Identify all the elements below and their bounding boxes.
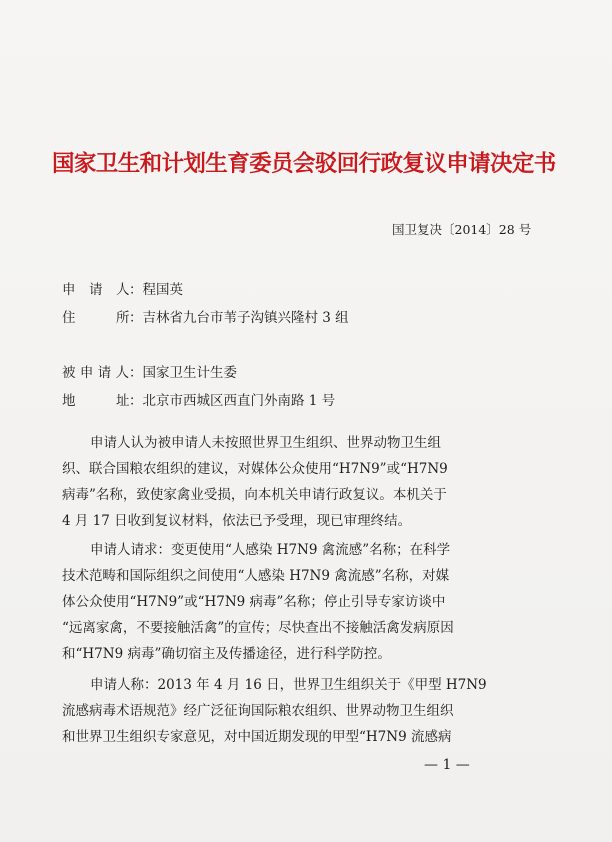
paragraph-line: 4 月 17 日收到复议材料，依法已予受理，现已审理终结。 [62, 513, 412, 529]
paragraph-line: 和“H7N9 病毒”确切宿主及传播途径，进行科学防控。 [62, 646, 391, 662]
paragraph-line: 体公众使用“H7N9”或“H7N9 病毒”名称；停止引导专家访谈中 [62, 594, 446, 610]
paragraph-claim [62, 430, 552, 534]
paragraph-line: 织、联合国粮农组织的建议，对媒体公众使用“H7N9”或“H7N9 [62, 461, 448, 477]
paragraph-statement [62, 672, 552, 750]
field-label: 被 申 请 人 [62, 365, 129, 381]
paragraph-line: 申请人称：2013 年 4 月 16 日，世界卫生组织关于《甲型 H7N9 [90, 677, 487, 693]
respondent-address-field [62, 389, 335, 409]
paragraph-line: 技术范畴和国际组织之间使用“人感染 H7N9 禽流感”名称，对媒 [62, 568, 450, 584]
field-value: ：北京市西城区西直门外南路 1 号 [129, 393, 336, 409]
paragraph-line: 和世界卫生组织专家意见，对中国近期发现的甲型“H7N9 流感病 [62, 729, 452, 745]
address-field [62, 306, 349, 326]
page-number: — 1 — [424, 757, 470, 773]
document-title: 国家卫生和计划生育委员会驳回行政复议申请决定书 [52, 151, 556, 177]
field-label: 住 所 [62, 310, 130, 326]
field-value: ：程国英 [129, 282, 183, 298]
paragraph-line: 流感病毒术语规范》经广泛征询国际粮农组织、世界动物卫生组织 [62, 703, 454, 719]
paragraph-line: 申请人认为被申请人未按照世界卫生组织、世界动物卫生组 [90, 435, 441, 451]
field-label: 地 址 [62, 393, 130, 409]
paragraph-line: “远离家禽，不要接触活禽”的宣传；尽快查出不接触活禽发病原因 [62, 620, 454, 636]
field-value: ：吉林省九台市苇子沟镇兴隆村 3 组 [129, 310, 349, 326]
document-number: 国卫复决〔2014〕28 号 [392, 222, 532, 237]
respondent-field [62, 361, 237, 381]
field-label: 申 请 人 [62, 282, 130, 298]
applicant-field [62, 278, 183, 298]
paragraph-line: 申请人请求：变更使用“人感染 H7N9 禽流感”名称；在科学 [90, 542, 451, 558]
paragraph-line: 病毒”名称，致使家禽业受损，向本机关申请行政复议。本机关于 [62, 487, 447, 503]
paragraph-request [62, 537, 552, 667]
field-value: ：国家卫生计生委 [129, 365, 237, 381]
